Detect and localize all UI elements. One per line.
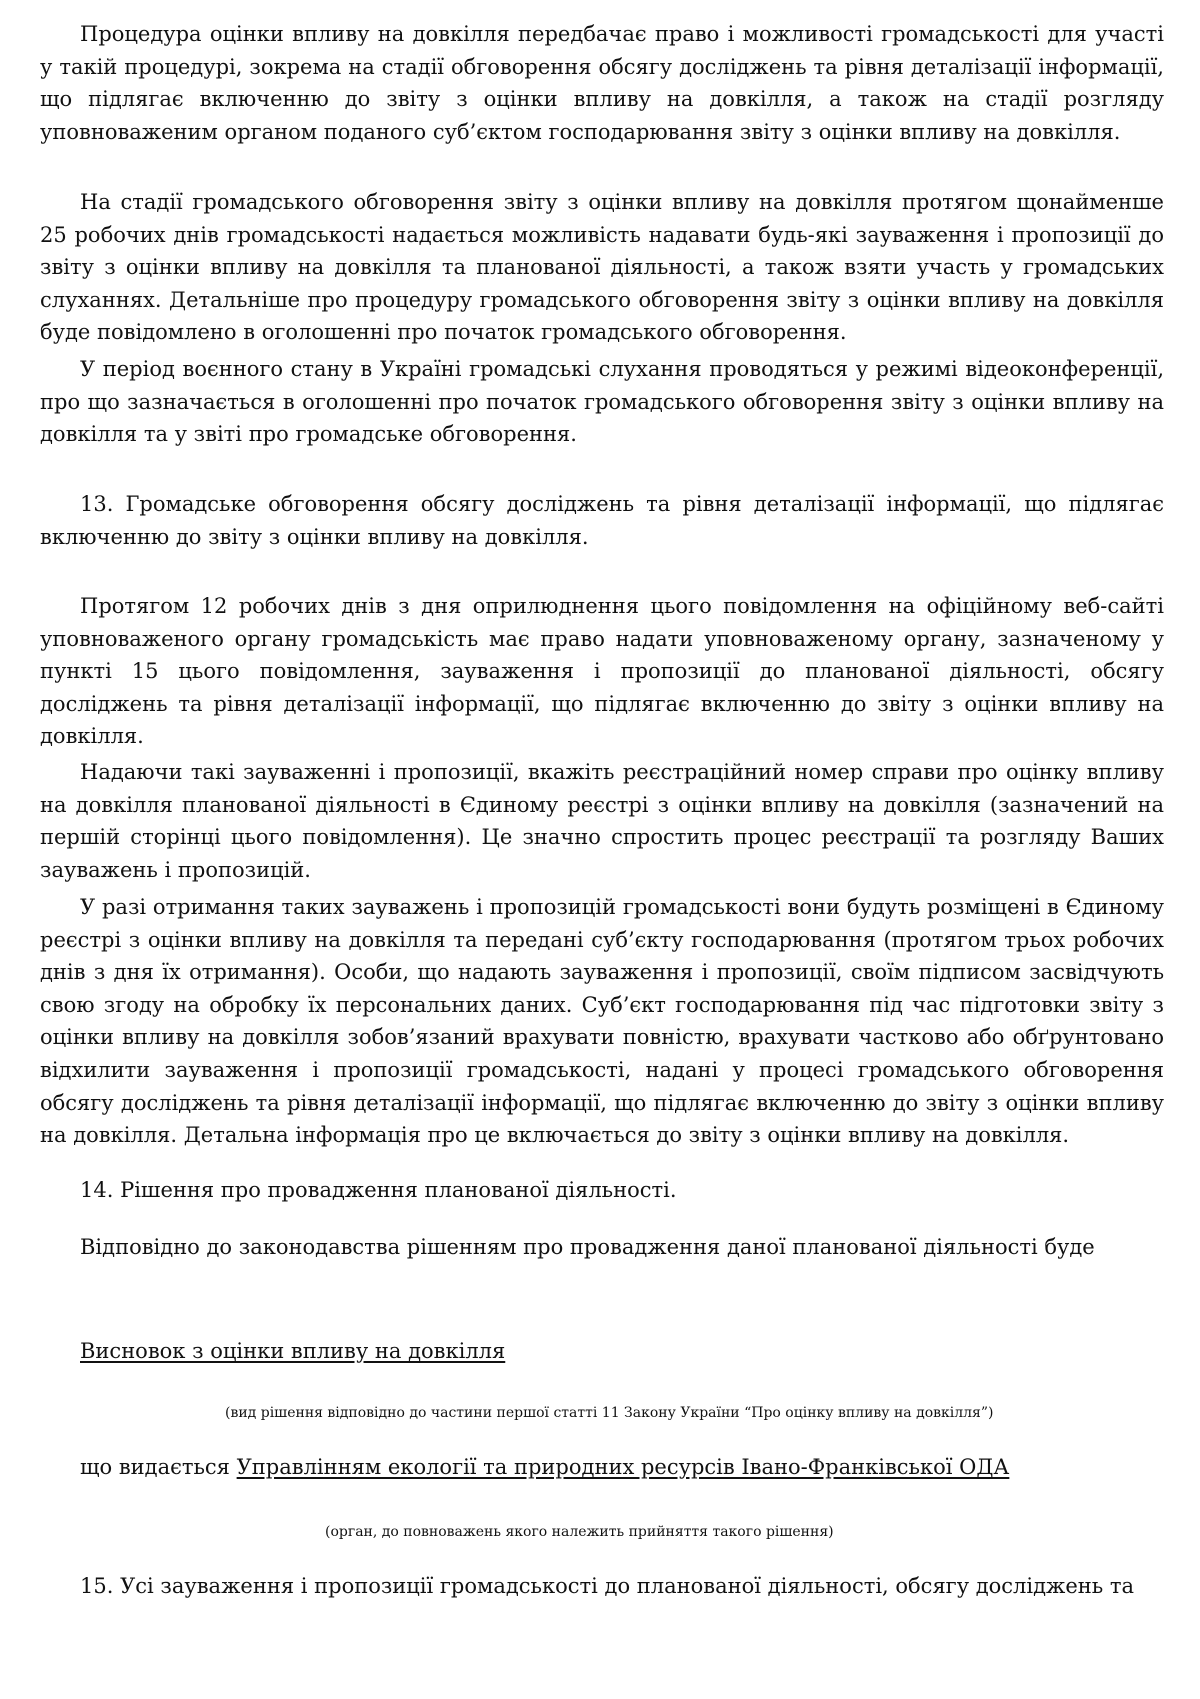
decision-intro: Відповідно до законодавства рішенням про провадження даної планованої діяльності буде [80, 1235, 1095, 1259]
paragraph-martial-law: У період воєнного стану в Україні громадські слухання проводяться у режимі відеоконференції, про що зазначається в оголошенні про початок громадського обговорення звіту з оцінки впливу на довкілля та у звіті про громадське обговорення. [40, 357, 1164, 447]
section-15-heading: 15. Усі зауваження і пропозиції громадськості до планованої діяльності, обсягу досліджень та [80, 1574, 1135, 1598]
issued-prefix: що видається [80, 1455, 230, 1479]
decision-type: Висновок з оцінки впливу на довкілля [80, 1339, 506, 1363]
paragraph-public-participation: Процедура оцінки впливу на довкілля передбачає право і можливості громадськості для участі у такій процедурі, зокрема на стадії обговорення обсягу досліджень та рівня деталізації інформації, що підлягає включенню до звіту з оцінки впливу на довкілля, а також на стадії розгляду уповноваженим органом поданого суб’єктом господарювання звіту з оцінки впливу на довкілля. [40, 22, 1164, 144]
authority-note: (орган, до повноважень якого належить прийняття такого рішення) [325, 1524, 834, 1540]
paragraph-comments-handling: У разі отримання таких зауважень і пропозицій громадськості вони будуть розміщені в Єдиному реєстрі з оцінки впливу на довкілля та передані суб’єкту господарювання (протягом трьох робочих днів з дня їх отримання). Особи, що надають зауваження і пропозиції, своїм підписом засвідчують свою згоду на обробку їх персональних даних. Суб’єкт господарювання під час підготовки звіту з оцінки впливу на довкілля зобов’язаний врахувати повністю, врахувати частково або обґрунтовано відхилити зауваження і пропозиції громадськості, надані у процесі громадського обговорення обсягу досліджень та рівня деталізації інформації, що підлягає включенню до звіту з оцінки впливу на довкілля. Детальна інформація про це включається до звіту з оцінки впливу на довкілля. [40, 895, 1164, 1148]
section-14-heading: 14. Рішення про провадження планованої діяльності. [80, 1178, 677, 1202]
section-13-heading: 13. Громадське обговорення обсягу досліджень та рівня деталізації інформації, що підлягає включенню до звіту з оцінки впливу на довкілля. [40, 492, 1164, 549]
decision-type-note: (вид рішення відповідно до частини першої статті 11 Закону України “Про оцінку впливу на довкілля”) [225, 1405, 994, 1421]
issuing-authority-line [80, 1451, 1009, 1483]
paragraph-report-discussion: На стадії громадського обговорення звіту з оцінки впливу на довкілля протягом щонайменше 25 робочих днів громадськості надається можливість надавати будь-які зауваження і пропозиції до звіту з оцінки впливу на довкілля та планованої діяльності, а також взяти участь у громадських слуханнях. Детальніше про процедуру громадського обговорення звіту з оцінки впливу на довкілля буде повідомлено в оголошенні про початок громадського обговорення. [40, 190, 1164, 345]
issuing-authority: Управлінням екології та природних ресурсів Івано-Франківської ОДА [236, 1455, 1010, 1479]
paragraph-registration-number: Надаючи такі зауваженні і пропозиції, вкажіть реєстраційний номер справи про оцінку впливу на довкілля планованої діяльності в Єдиному реєстрі з оцінки впливу на довкілля (зазначений на першій сторінці цього повідомлення). Це значно спростить процес реєстрації та розгляду Ваших зауважень і пропозицій. [40, 760, 1164, 882]
paragraph-12-days: Протягом 12 робочих днів з дня оприлюднення цього повідомлення на офіційному веб-сайті уповноваженого органу громадськість має право надати уповноваженому органу, зазначеному у пункті 15 цього повідомлення, зауваження і пропозиції до планованої діяльності, обсягу досліджень та рівня деталізації інформації, що підлягає включенню до звіту з оцінки впливу на довкілля. [40, 594, 1164, 749]
